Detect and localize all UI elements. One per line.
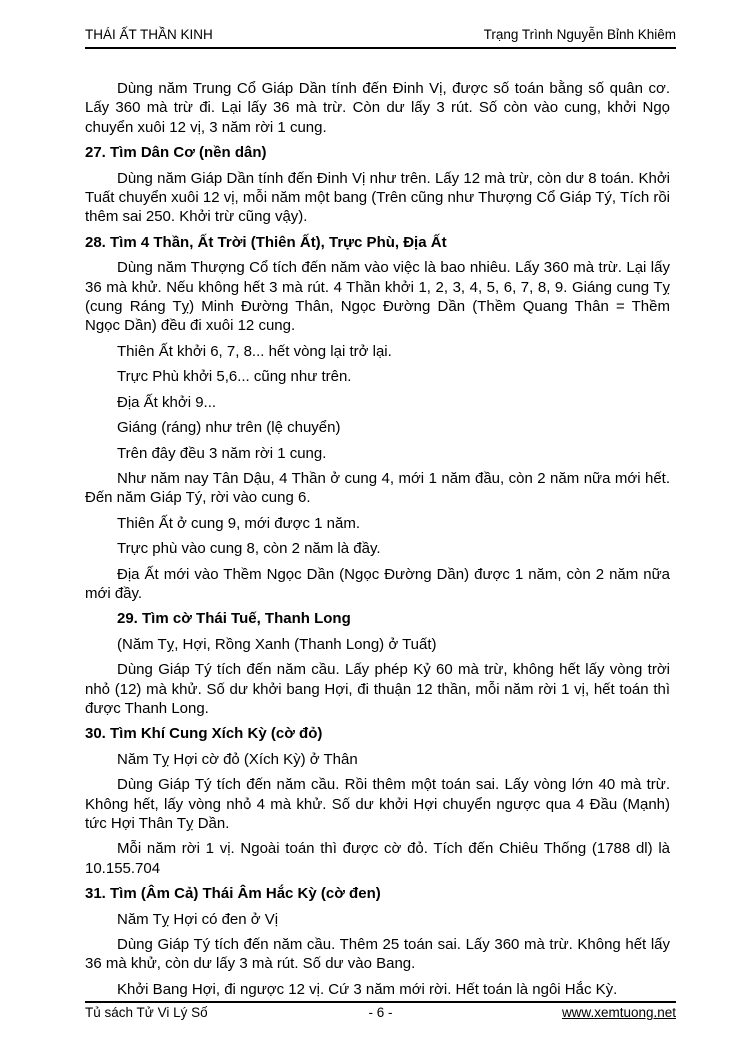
section-heading-30: 30. Tìm Khí Cung Xích Kỳ (cờ đỏ) bbox=[85, 725, 323, 743]
text-line: Giáng (ráng) như trên (lệ chuyển) bbox=[117, 419, 341, 437]
text-line: Thiên Ất ở cung 9, mới được 1 năm. bbox=[117, 514, 360, 532]
paragraph: Dùng Giáp Tý tích đến năm cầu. Rồi thêm một toán sai. Lấy vòng lớn 40 mà trừ. Không hết, lấy vòng nhỏ 4 mà khử. Số dư khởi Hợi chuyển ngược qua 4 Đầu (Mạnh) tức Hợi Thân Tỵ Dần. bbox=[85, 776, 670, 832]
header-rule bbox=[85, 47, 676, 49]
document-body bbox=[85, 79, 670, 1005]
footer-rule bbox=[85, 1001, 676, 1003]
text-line: Năm Tỵ Hợi có đen ở Vị bbox=[117, 910, 279, 928]
section-heading-29: 29. Tìm cờ Thái Tuế, Thanh Long bbox=[117, 610, 351, 628]
page-header bbox=[85, 27, 676, 43]
footer-website-link[interactable]: www.xemtuong.net bbox=[561, 1005, 676, 1020]
paragraph: Dùng Giáp Tý tích đến năm cầu. Thêm 25 toán sai. Lấy 360 mà trừ. Không hết lấy 36 mà khử, còn dư lấy 3 mà rút. Số dư vào Bang. bbox=[85, 936, 670, 973]
header-book-title: THÁI ẤT THẦN KINH bbox=[85, 27, 213, 42]
section-heading-31: 31. Tìm (Âm Cả) Thái Âm Hắc Kỳ (cờ đen) bbox=[85, 885, 381, 903]
text-line: Năm Tỵ Hợi cờ đỏ (Xích Kỳ) ở Thân bbox=[117, 750, 358, 768]
paragraph: Dùng năm Trung Cổ Giáp Dần tính đến Đinh Vị, được số toán bằng số quân cơ. Lấy 360 mà trừ đi. Lại lấy 36 mà trừ. Còn dư lấy 3 rút. Số còn vào cung, khởi Ngọ chuyển xuôi 12 vị, 3 năm rời 1 cung. bbox=[85, 80, 670, 136]
paragraph: Như năm nay Tân Dậu, 4 Thần ở cung 4, mới 1 năm đầu, còn 2 năm nữa mới hết. Đến năm Giáp Tý, rời vào cung 6. bbox=[85, 469, 670, 507]
text-line: Trực Phù khởi 5,6... cũng như trên. bbox=[117, 368, 352, 386]
text-line: Địa Ất khởi 9... bbox=[117, 393, 217, 411]
footer-series-title: Tủ sách Tử Vi Lý Số bbox=[85, 1005, 208, 1020]
text-line: Trực phù vào cung 8, còn 2 năm là đầy. bbox=[117, 540, 381, 558]
paragraph: Dùng năm Thượng Cổ tích đến năm vào việc là bao nhiêu. Lấy 360 mà trừ. Lại lấy 36 mà khử. Nếu không hết 3 mà rút. 4 Thần khởi 1, 2, 3, 4, 5, 6, 7, 8, 9. Giáng cung Tỵ (cung Ráng Tỵ) Minh Đường Thân, Ngọc Đường Dần (Thềm Quang Thân = Thềm Ngọc Dần) đều đi xuôi 12 cung. bbox=[85, 259, 670, 335]
footer-page-number: - 6 - bbox=[368, 1005, 393, 1020]
paragraph: Mỗi năm rời 1 vị. Ngoài toán thì được cờ đỏ. Tích đến Chiêu Thống (1788 dl) là 10.155.704 bbox=[85, 840, 670, 877]
section-heading-28: 28. Tìm 4 Thần, Ất Trời (Thiên Ất), Trực Phù, Địa Ất bbox=[85, 233, 447, 251]
page-footer bbox=[85, 1005, 676, 1021]
text-line: Trên đây đều 3 năm rời 1 cung. bbox=[117, 444, 327, 462]
text-line: (Năm Tỵ, Hợi, Rồng Xanh (Thanh Long) ở Tuất) bbox=[117, 635, 437, 653]
text-line: Thiên Ất khởi 6, 7, 8... hết vòng lại trở lại. bbox=[117, 342, 392, 360]
header-author: Trạng Trình Nguyễn Bỉnh Khiêm bbox=[483, 27, 676, 42]
paragraph: Dùng năm Giáp Dần tính đến Đinh Vị như trên. Lấy 12 mà trừ, còn dư 8 toán. Khởi Tuất chuyển xuôi 12 vị, mỗi năm một bang (Trên cũng như Thượng Cổ Giáp Tý, Tích rồi thêm sai 250. Khởi trừ cũng vậy). bbox=[85, 169, 670, 226]
text-line: Khởi Bang Hợi, đi ngược 12 vị. Cứ 3 năm mới rời. Hết toán là ngôi Hắc Kỳ. bbox=[117, 980, 618, 998]
paragraph: Dùng Giáp Tý tích đến năm cầu. Lấy phép Kỷ 60 mà trừ, không hết lấy vòng trời nhỏ (12) mà khử. Số dư khởi bang Hợi, đi thuận 12 thần, mỗi năm rời 1 vị, hết toán thì được Thanh Long. bbox=[85, 661, 670, 717]
paragraph: Địa Ất mới vào Thềm Ngọc Dần (Ngọc Đường Dần) được 1 năm, còn 2 năm nữa mới đầy. bbox=[85, 565, 670, 602]
section-heading-27: 27. Tìm Dân Cơ (nền dân) bbox=[85, 144, 267, 162]
